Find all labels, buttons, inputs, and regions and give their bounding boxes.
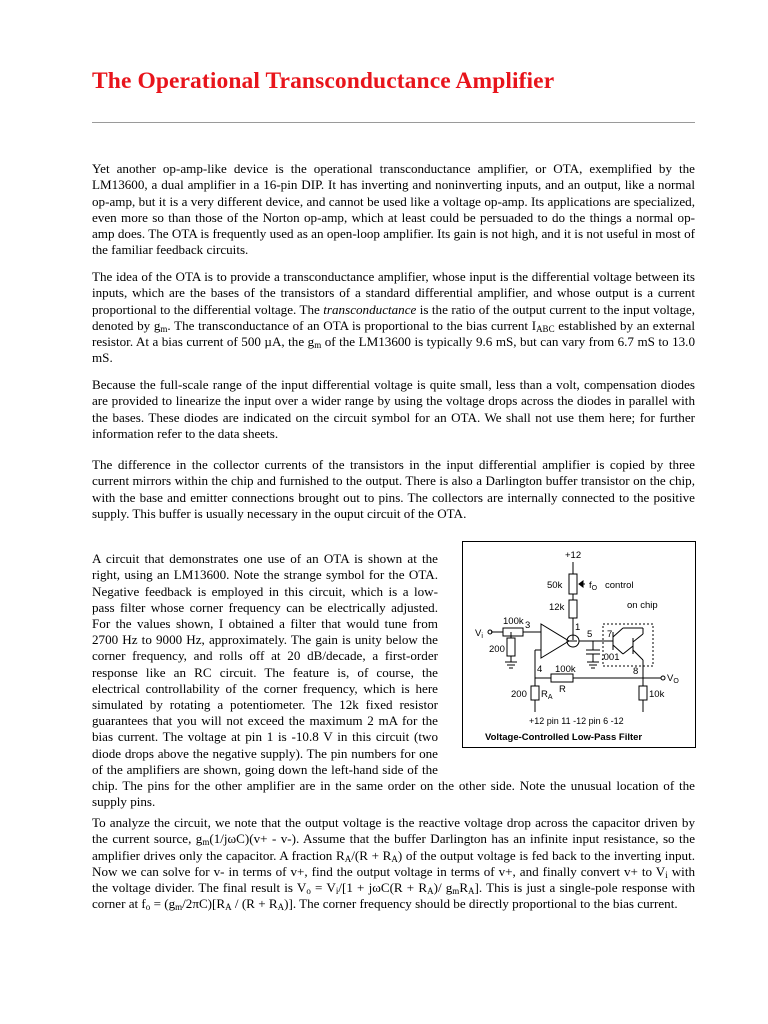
pin8-label: 8 bbox=[633, 666, 639, 677]
pin4-label: 4 bbox=[537, 664, 543, 675]
term-transconductance: transconductance bbox=[323, 301, 417, 317]
supply-pins-label: +12 pin 11 -12 pin 6 -12 bbox=[529, 716, 624, 726]
paragraph-circuit: A circuit that demonstrates one use of an OTA is shown at the right, using an LM13600. Note the strange symbol for the OTA. Negative feedback is employed in this circuit, which is a low-pass filter whose corner frequency can be electrically adjusted. For the values shown, I obtained a filter that would tune from 2700 Hz to 9000 Hz, approximately. The gain is unity below the corner frequency, and rolls off at 20 dB/decade, a first-order response like an RC circuit. The feature is, of course, the electrical controllability of the corner frequency, which is here simulated by rotating a potentiometer. The 12k fixed resistor guarantees that you will not exceed the maximum 2 mA for the bias current. The voltage at pin 1 is -10.8 V in this circuit (two diode drops above the negative supply). The pin numbers for one of the amplifiers are shown, going down the left-hand side of the chip. The pins for the other amplifier are in the same order on the other side. Note the unusual location of the supply pins. bbox=[92, 551, 695, 810]
pin1-label: 1 bbox=[575, 622, 581, 633]
paragraph-transconductance: The idea of the OTA is to provide a transconductance amplifier, whose input is the differential voltage between its inputs, which are the bases of the transistors of a standard differential amplifier, and whose output is a current proportional to the differential voltage. The transconductance is the ratio of the output current to the input voltage, denoted by $g_m$. The transconductance of an OTA is proportional to the bias current $I_{ABC}$ established by an external resistor. At a bias current of 500 µA, the $g_m$ of the LM13600 is typically 9.6 mS, but can vary from 6.7 mS to 13.0 mS. bbox=[92, 269, 696, 366]
supply-positive-label: +12 bbox=[565, 550, 582, 561]
ra-label: $R_A$ bbox=[541, 689, 553, 701]
r-label: R bbox=[559, 684, 566, 695]
on-chip-label: on chip bbox=[627, 600, 658, 611]
figure-caption: Voltage-Controlled Low-Pass Filter bbox=[485, 732, 643, 743]
circuit-diagram bbox=[463, 542, 695, 747]
r200-label: 200 bbox=[489, 644, 505, 655]
fo-label: $f_O$ bbox=[589, 580, 598, 592]
paragraph-diodes: Because the full-scale range of the input differential voltage is quite small, less than a volt, compensation diodes are provided to linearize the input over a wider range by using the voltage drops across the diodes in parallel with the bases. These diodes are indicated on the circuit symbol for an OTA. We shall not use them here; for further information refer to the data sheets. bbox=[92, 377, 695, 441]
paragraph-analysis: To analyze the circuit, we note that the output voltage is the reactive voltage drop across the capacitor driven by the current source, $g_m(1/j\omega C)(v+ - v-)$. Assume that the buffer Darlington has an infinite input resistance, so the amplifier drives only the capacitor. A fraction $R_A/(R + R_A)$ of the output voltage is fed back to the inverting input. Now we can solve for v- in terms of v+, find the output voltage in terms of v+, and finally convert v+ to $V_i$ with the voltage divider. The final result is $V_o = V_i/[1 + j\omega C(R + R_A)/$ $g_mR_A$]. This is just a single-pole response with corner at $f_o = (g_m/2\pi C)[R_A / (R + R_A)]$. The corner frequency should be directly proportional to the bias current. bbox=[92, 815, 696, 913]
r200-ra-label: 200 bbox=[511, 689, 527, 700]
paragraph-intro: Yet another op-amp-like device is the operational transconductance amplifier, or OTA, exemplified by the LM13600, a dual amplifier in a 16-pin DIP. It has inverting and noninverting inputs, and an output, like a normal op-amp, but it is a very different device, and cannot be used like a voltage op-amp. Its applications are specialized, even more so than those of the Norton op-amp, which at least could be persuaded to do the things a normal op-amp does. The OTA is frequently used as an open-loop amplifier. Its gain is not high, and it is not useful in most of the familiar feedback circuits. bbox=[92, 161, 695, 258]
page-title: The Operational Transconductance Amplifier bbox=[92, 68, 555, 94]
r12k-label: 12k bbox=[549, 602, 565, 613]
horizontal-rule bbox=[92, 122, 695, 123]
r100k-input-label: 100k bbox=[503, 616, 524, 627]
pin3-label: 3 bbox=[525, 620, 531, 631]
vo-label: $V_O$ bbox=[667, 673, 679, 685]
r10k-label: 10k bbox=[649, 689, 665, 700]
r100k-feedback-label: 100k bbox=[555, 664, 576, 675]
pin7-label: 7 bbox=[607, 629, 613, 640]
pin5-label: 5 bbox=[587, 629, 593, 640]
cap-label: .001 bbox=[601, 652, 620, 663]
control-label: control bbox=[605, 580, 634, 591]
pot-label: 50k bbox=[547, 580, 563, 591]
paragraph-current-mirrors: The difference in the collector currents of the transistors in the input differential amplifier is copied by three current mirrors within the chip and furnished to the output. There is also a Darlington buffer transistor on the chip, with the base and emitter connections brought out to pins. The collectors are internally connected to the positive supply. This buffer is usually necessary in the ouput circuit of the OTA. bbox=[92, 457, 695, 521]
vi-label: $V_i$ bbox=[475, 628, 483, 640]
circuit-figure bbox=[462, 541, 696, 748]
